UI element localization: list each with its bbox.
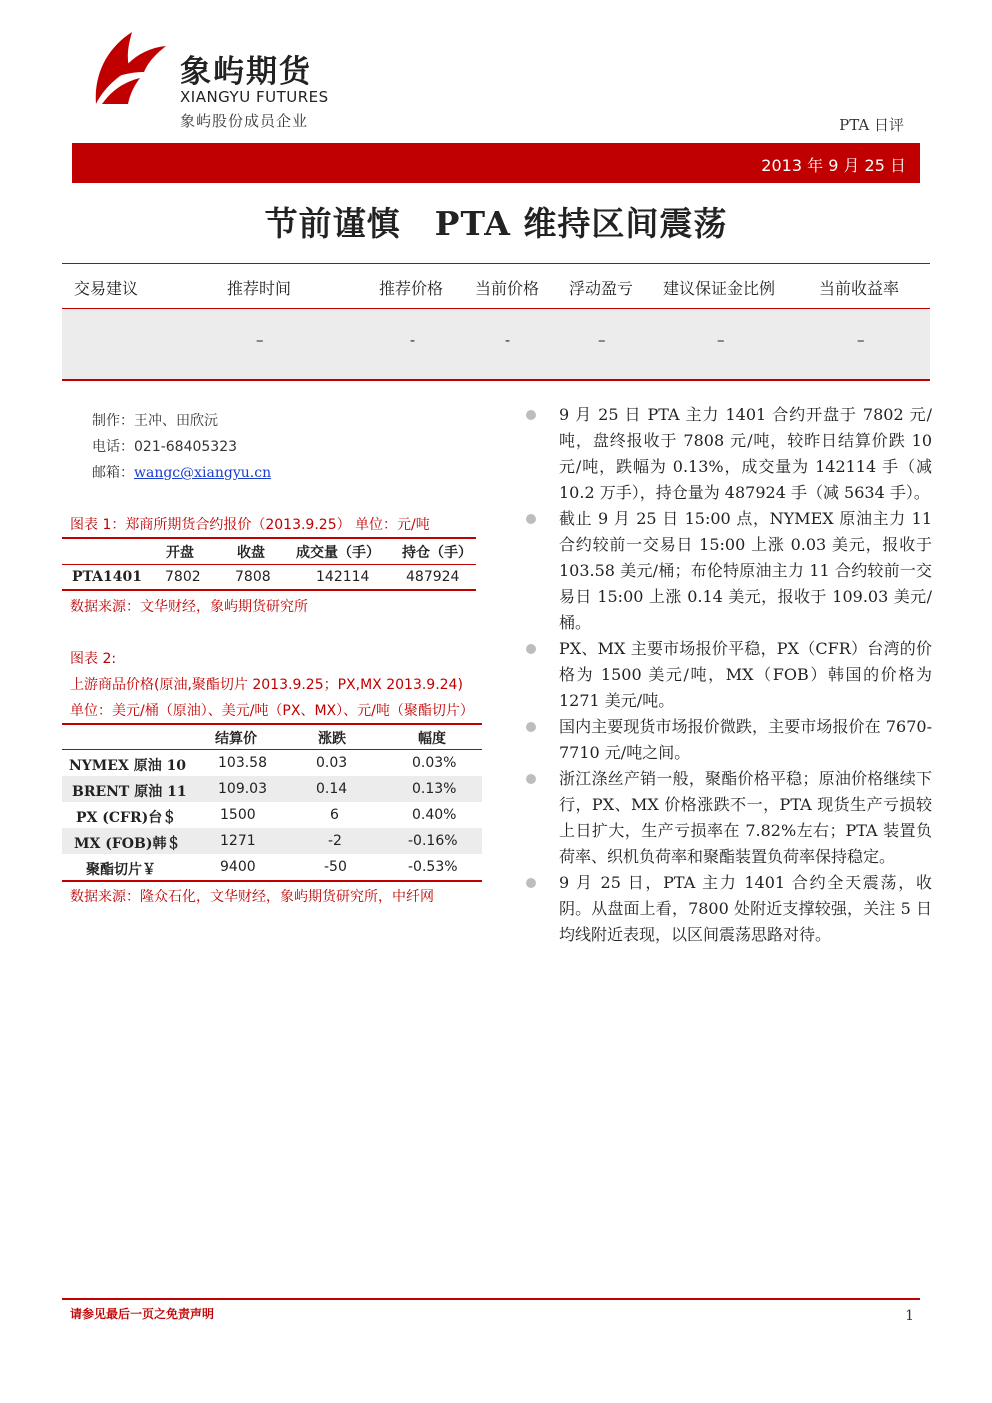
figure2-cell: 0.13%: [412, 781, 457, 797]
figure2-cell: 0.14: [316, 781, 348, 797]
figure2-cell: 0.03: [316, 755, 348, 771]
figure2-row-label: NYMEX 原油 10: [69, 758, 187, 774]
bullet-icon: [526, 878, 536, 888]
maker-value: 王冲、田欣沅: [134, 413, 218, 429]
figure2-cell: -0.16%: [408, 833, 458, 849]
author-email: [92, 462, 271, 482]
figure2-cell: 9400: [220, 859, 256, 875]
list-item: [522, 402, 932, 506]
figure2-cell: -50: [324, 859, 347, 875]
figure1-cell: 7802: [165, 569, 201, 585]
list-item: [522, 714, 932, 766]
footer-rule: [62, 1298, 920, 1300]
footer-disclaimer: 请参见最后一页之免责声明: [70, 1307, 215, 1321]
figure2-top-rule: [62, 723, 482, 725]
figure1-top-rule: [62, 537, 476, 539]
advice-header-cell: 交易建议: [74, 279, 139, 298]
bullet-icon: [526, 774, 536, 784]
phone-value: 021-68405323: [134, 439, 238, 455]
figure2-bottom-rule: [62, 880, 482, 882]
email-label: 邮箱：: [92, 465, 134, 481]
figure2-cell: 6: [330, 807, 339, 823]
figure1-mid-rule: [62, 564, 476, 565]
page-title: [0, 198, 992, 245]
bullet-icon: [526, 514, 536, 524]
author-maker: [92, 410, 218, 430]
figure1-header-cell: 开盘: [166, 545, 194, 561]
advice-header-cell: 当前收益率: [819, 279, 900, 298]
company-name-cn: 象屿期货: [180, 54, 312, 90]
advice-value-cell: –: [256, 331, 264, 349]
report-date: 2013 年 9 月 25 日: [761, 156, 906, 175]
figure2-caption-detail: 上游商品价格(原油,聚酯切片 2013.9.25；PX,MX 2013.9.24): [70, 677, 463, 693]
email-link[interactable]: wangc@xiangyu.cn: [134, 465, 272, 481]
list-item-text: PX、MX 主要市场报价平稳，PX（CFR）台湾的价格为 1500 美元/吨，MX（FOB）韩国的价格为 1271 美元/吨。: [559, 639, 932, 710]
figure1-cell: 142114: [316, 569, 370, 585]
figure2-cell: -0.53%: [408, 859, 458, 875]
figure1-source: 数据来源：文华财经，象屿期货研究所: [70, 599, 308, 615]
author-phone: [92, 436, 237, 456]
figure2-header-cell: 结算价: [215, 731, 257, 747]
commentary-list: [522, 402, 932, 948]
figure2-row-label: 聚酯切片￥: [86, 862, 156, 878]
figure1-header-cell: 成交量（手）: [296, 545, 380, 561]
figure2-units: 单位：美元/桶（原油）、美元/吨（PX、MX）、元/吨（聚酯切片）: [70, 703, 474, 719]
list-item-text: 国内主要现货市场报价微跌，主要市场报价在 7670-7710 元/吨之间。: [559, 717, 932, 762]
figure2-row-label: BRENT 原油 11: [72, 784, 187, 800]
advice-value-cell: -: [505, 331, 511, 349]
advice-value-cell: –: [717, 331, 725, 349]
bullet-icon: [526, 410, 536, 420]
figure2-cell: 0.03%: [412, 755, 457, 771]
figure2-cell: -2: [328, 833, 342, 849]
figure1-bottom-rule: [62, 589, 476, 591]
advice-header-cell: 建议保证金比例: [663, 279, 776, 298]
list-item: [522, 636, 932, 714]
figure2-header-cell: 幅度: [418, 731, 446, 747]
maker-label: 制作：: [92, 413, 134, 429]
advice-header-cell: 推荐价格: [379, 279, 444, 298]
figure2-source: 数据来源：隆众石化，文华财经，象屿期货研究所，中纤网: [70, 889, 434, 905]
page-number: 1: [905, 1308, 914, 1324]
figure1-caption: 图表 1：郑商所期货合约报价（2013.9.25） 单位：元/吨: [70, 517, 430, 533]
advice-table-values: [62, 309, 930, 379]
company-name-en: XIANGYU FUTURES: [180, 88, 329, 106]
list-item-text: 浙江涤丝产销一般，聚酯价格平稳；原油价格继续下行，PX、MX 价格涨跌不一，PTA 现货生产亏损较上日扩大，生产亏损率在 7.82%左右；PTA 装置负荷率、织机负荷率和聚酯装置负荷率保持稳定。: [559, 769, 932, 866]
figure1-row-label: PTA1401: [72, 569, 143, 585]
list-item: [522, 506, 932, 636]
advice-value-cell: –: [598, 331, 606, 349]
figure2-cell: 1500: [220, 807, 256, 823]
bullet-icon: [526, 644, 536, 654]
xiangyu-logo-icon: [88, 28, 168, 106]
list-item: [522, 870, 932, 948]
advice-table-bottom-rule: [62, 379, 930, 381]
list-item-text: 9 月 25 日，PTA 主力 1401 合约全天震荡，收阴。从盘面上看，7800 处附近支撑较强，关注 5 日均线附近表现，以区间震荡思路对待。: [559, 873, 932, 944]
figure2-row-label: MX (FOB)韩＄: [74, 836, 181, 852]
company-subtitle: 象屿股份成员企业: [180, 112, 309, 130]
date-bar: [72, 143, 920, 183]
figure2-cell: 1271: [220, 833, 256, 849]
list-item: [522, 766, 932, 870]
advice-header-cell: 浮动盈亏: [569, 279, 634, 298]
advice-table-header: [62, 264, 930, 308]
figure2-cell: 0.40%: [412, 807, 457, 823]
phone-label: 电话：: [92, 439, 134, 455]
figure1-header-cell: 收盘: [237, 545, 265, 561]
list-item-text: 9 月 25 日 PTA 主力 1401 合约开盘于 7802 元/吨，盘终报收于 7808 元/吨，较昨日结算价跌 10 元/吨，跌幅为 0.13%，成交量为 142114 手（减 10.2 万手），持仓量为 487924 手（减 5634 手）。: [559, 405, 932, 502]
bullet-icon: [526, 722, 536, 732]
advice-header-cell: 推荐时间: [227, 279, 292, 298]
figure1-header-cell: 持仓（手）: [402, 545, 472, 561]
figure1-cell: 487924: [406, 569, 460, 585]
figure2-row-label: PX (CFR)台＄: [76, 810, 177, 826]
figure1-cell: 7808: [235, 569, 271, 585]
figure2-caption: 图表 2:: [70, 651, 117, 667]
figure2-cell: 109.03: [218, 781, 267, 797]
title-part2: PTA 维持区间震荡: [434, 204, 728, 243]
advice-header-cell: 当前价格: [475, 279, 540, 298]
figure2-cell: 103.58: [218, 755, 267, 771]
figure2-header-cell: 涨跌: [318, 731, 346, 747]
advice-value-cell: -: [410, 331, 416, 349]
list-item-text: 截止 9 月 25 日 15:00 点，NYMEX 原油主力 11 合约较前一交易日 15:00 上涨 0.03 美元，报收于 103.58 美元/桶；布伦特原油主力 11 合约较前一交易日 15:00 上涨 0.14 美元，报收于 109.03 美元/桶。: [559, 509, 932, 632]
advice-value-cell: –: [857, 331, 865, 349]
report-type: PTA 日评: [839, 116, 904, 134]
title-part1: 节前谨慎: [264, 204, 401, 243]
